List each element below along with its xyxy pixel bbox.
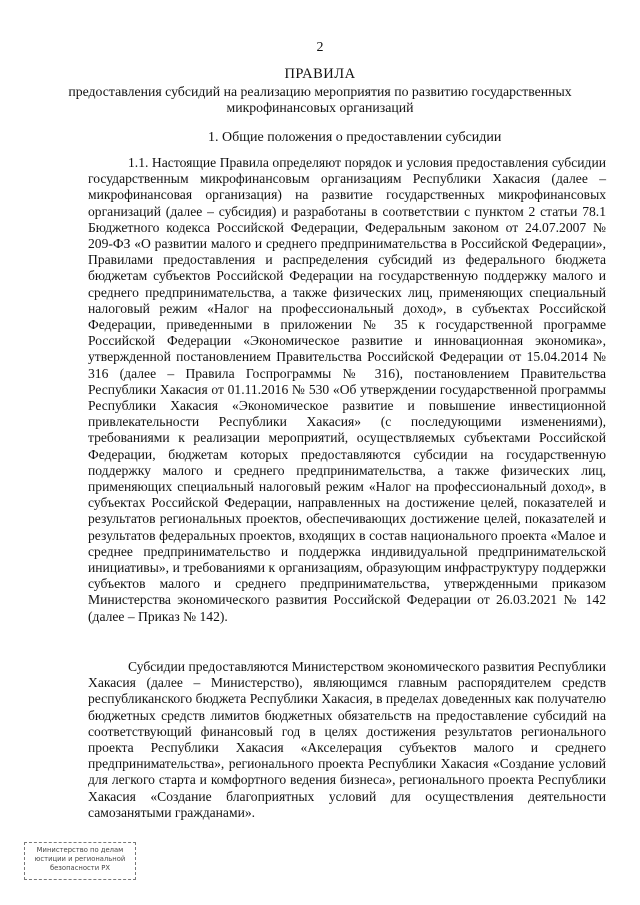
paragraph-subsidies: Субсидии предоставляются Министерством экономического развития Республики Хакасия (далее – Министерство), являющимся главным распорядителем средств республиканского бюджета Республики Хакасия, в пределах доведенных как получателю бюджетных средств лимитов бюджетных обязательств на предоставление субсидий на соответствующий финансовый год в целях достижения результатов регионального проекта Республики Хакасия «Акселерация субъектов малого и среднего предпринимательства», регионального проекта Республики Хакасия «Создание условий для легкого старта и комфортного ведения бизнеса», регионального проекта Республики Хакасия «Создание благоприятных условий для осуществления деятельности самозанятыми гражданами». <box>88 659 606 820</box>
page-number: 2 <box>316 40 324 55</box>
document-title: ПРАВИЛА <box>284 66 356 82</box>
section-heading: 1. Общие положения о предоставлении субсидии <box>208 130 502 145</box>
stamp-line-2: юстиции и региональной <box>34 855 126 863</box>
stamp-line-1: Министерство по делам <box>36 846 124 854</box>
registration-stamp <box>24 842 136 880</box>
stamp-line-3: безопасности РХ <box>49 864 111 872</box>
document-subtitle: предоставления субсидий на реализацию мероприятия по развитию государственных микрофинансовых организаций <box>68 84 572 115</box>
paragraph-1-1: 1.1. Настоящие Правила определяют порядок и условия предоставления субсидии государственным микрофинансовым организациям Республики Хакасия (далее – микрофинансовая организация) на развитие государственных микрофинансовых организаций (далее – субсидия) и разработаны в соответствии с пунктом 2 статьи 78.1 Бюджетного кодекса Российской Федерации, Федеральным законом от 24.07.2007 № 209-ФЗ «О развитии малого и среднего предпринимательства в Российской Федерации», Правилами предоставления и распределения субсидий из федерального бюджета бюджетам субъектов Российской Федерации на государственную поддержку малого и среднего предпринимательства, а также физических лиц, применяющих специальный налоговый режим «Налог на профессиональный доход», в субъектах Российской Федерации, приведенными в приложении № 35 к государственной программе Российской Федерации «Экономическое развитие и инновационная экономика», утвержденной постановлением Правительства Российской Федерации от 15.04.2014 № 316 (далее – Правила Госпрограммы № 316), постановлением Правительства Республики Хакасия от 01.11.2016 № 530 «Об утверждении государственной программы Республики Хакасия «Экономическое развитие и повышение инвестиционной привлекательности Республики Хакасия» (с последующими изменениями), требованиями к реализации мероприятий, осуществляемых субъектами Российской Федерации, бюджетам которых предоставляются субсидии на государственную поддержку малого и среднего предпринимательства, а также физических лиц, применяющих специальный налоговый режим «Налог на профессиональный доход», в субъектах Российской Федерации, направленных на достижение целей, показателей и результатов региональных проектов, обеспечивающих достижение целей, показателей и результатов федеральных проектов, входящих в состав национального проекта «Малое и среднее предпринимательство и поддержка индивидуальной предпринимательской инициативы», и требованиями к организациям, образующим инфраструктуру поддержки субъектов малого и среднего предпринимательства, утвержденными приказом Министерства экономического развития Российской Федерации от 26.03.2021 № 142 (далее – Приказ № 142). <box>88 155 606 624</box>
